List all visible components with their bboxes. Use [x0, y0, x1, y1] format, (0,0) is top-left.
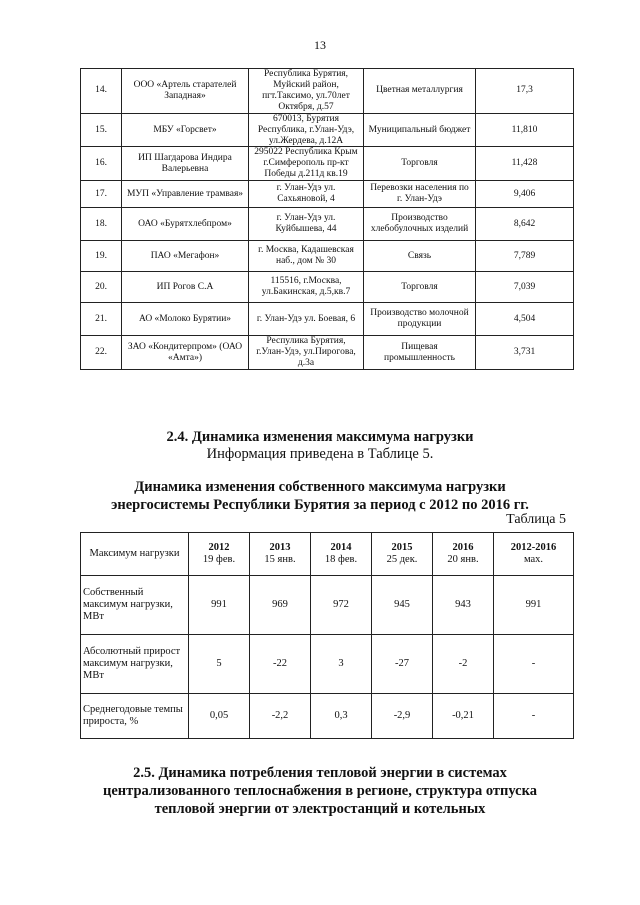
cell-value: 7,789 — [476, 241, 574, 272]
cell-num: 15. — [81, 113, 122, 147]
header-year: 2012 — [208, 541, 230, 553]
table-row — [81, 336, 574, 370]
cell-address: 295022 Республика Крым г.Симферополь пр-кт Победы д.211д кв.19 — [249, 147, 364, 181]
cell-name: ИП Рогов С.А — [122, 272, 249, 303]
table-row — [81, 635, 574, 694]
cell-name: ООО «Артель старателей Западная» — [122, 69, 249, 114]
table-row — [81, 241, 574, 272]
cell-name: АО «Молоко Бурятии» — [122, 303, 249, 336]
cell-sector: Пищевая промышленность — [364, 336, 476, 370]
cell-sector: Торговля — [364, 147, 476, 181]
header-year: 2013 — [269, 541, 291, 553]
cell-value: 17,3 — [476, 69, 574, 114]
section-2-5-line1: 2.5. Динамика потребления тепловой энергии в системах — [133, 765, 507, 781]
cell-name: ЗАО «Кондитерпром» (ОАО «Амта») — [122, 336, 249, 370]
cell-num: 14. — [81, 69, 122, 114]
table5-header-col — [494, 533, 574, 576]
section-2-5-heading — [0, 764, 640, 818]
row-value: - — [494, 694, 574, 739]
cell-name: ИП Шагдарова Индира Валерьевна — [122, 147, 249, 181]
table-row — [81, 113, 574, 147]
table-row — [81, 147, 574, 181]
row-value: -2 — [433, 635, 494, 694]
table-row — [81, 272, 574, 303]
cell-num: 19. — [81, 241, 122, 272]
section-2-4-info: Информация приведена в Таблице 5. — [206, 446, 434, 462]
cell-num: 18. — [81, 208, 122, 241]
row-value: 0,3 — [311, 694, 372, 739]
section-2-5-line3: тепловой энергии от электростанций и котельных — [154, 801, 486, 818]
cell-value: 7,039 — [476, 272, 574, 303]
row-value: 0,05 — [189, 694, 250, 739]
table5-header-label: Максимум нагрузки — [81, 533, 189, 576]
row-value: 945 — [372, 576, 433, 635]
cell-address: 115516, г.Москва, ул.Бакинская, д.5,кв.7 — [249, 272, 364, 303]
row-value: -2,9 — [372, 694, 433, 739]
cell-sector: Перевозки населения по г. Улан-Удэ — [364, 181, 476, 208]
cell-value: 3,731 — [476, 336, 574, 370]
table5-title — [0, 478, 640, 514]
header-date: 19 фев. — [202, 554, 236, 565]
header-year: 2016 — [452, 541, 474, 553]
header-date: 25 дек. — [386, 554, 418, 565]
cell-address: г. Улан-Удэ ул. Сахьяновой, 4 — [249, 181, 364, 208]
cell-num: 22. — [81, 336, 122, 370]
cell-name: МУП «Управление трамвая» — [122, 181, 249, 208]
table5-header-col — [250, 533, 311, 576]
row-value: 5 — [189, 635, 250, 694]
row-value: -2,2 — [250, 694, 311, 739]
cell-value: 11,810 — [476, 113, 574, 147]
cell-value: 11,428 — [476, 147, 574, 181]
enterprises-table — [80, 68, 574, 370]
table-row — [81, 303, 574, 336]
section-2-4-heading: 2.4. Динамика изменения максимума нагрузки — [166, 429, 474, 445]
row-value: 943 — [433, 576, 494, 635]
row-value: 972 — [311, 576, 372, 635]
table5-header-col — [311, 533, 372, 576]
cell-value: 4,504 — [476, 303, 574, 336]
cell-name: ПАО «Мегафон» — [122, 241, 249, 272]
header-year: 2014 — [330, 541, 352, 553]
cell-address: Респулика Бурятия, г.Улан-Удэ, ул.Пирогова, д.3а — [249, 336, 364, 370]
cell-address: г. Улан-Удэ ул. Боевая, 6 — [249, 303, 364, 336]
cell-name: ОАО «Бурятхлебпром» — [122, 208, 249, 241]
header-date: 15 янв. — [264, 554, 296, 565]
table5-title-line1: Динамика изменения собственного максимума нагрузки — [134, 479, 506, 495]
section-2-5-line2: централизованного теплоснабжения в регионе, структура отпуска — [103, 783, 537, 800]
cell-value: 8,642 — [476, 208, 574, 241]
row-value: -27 — [372, 635, 433, 694]
header-date: мах. — [523, 554, 544, 565]
row-label: Среднегодовые темпы прироста, % — [81, 694, 189, 739]
header-year: 2012-2016 — [510, 541, 557, 553]
cell-num: 16. — [81, 147, 122, 181]
cell-address: г. Москва, Кадашевская наб., дом № 30 — [249, 241, 364, 272]
row-value: - — [494, 635, 574, 694]
row-value: -22 — [250, 635, 311, 694]
cell-address: 670013, Бурятия Республика, г.Улан-Удэ, ул.Жердева, д.12А — [249, 113, 364, 147]
header-year: 2015 — [391, 541, 413, 553]
row-value: -0,21 — [433, 694, 494, 739]
row-value: 991 — [189, 576, 250, 635]
cell-value: 9,406 — [476, 181, 574, 208]
table5-caption: Таблица 5 — [506, 512, 566, 527]
cell-sector: Производство молочной продукции — [364, 303, 476, 336]
table-row — [81, 694, 574, 739]
table-row — [81, 208, 574, 241]
cell-num: 21. — [81, 303, 122, 336]
cell-sector: Муниципальный бюджет — [364, 113, 476, 147]
cell-sector: Связь — [364, 241, 476, 272]
cell-sector: Торговля — [364, 272, 476, 303]
table5-header-col — [372, 533, 433, 576]
cell-num: 20. — [81, 272, 122, 303]
header-date: 20 янв. — [447, 554, 479, 565]
load-maximum-table — [80, 532, 574, 739]
row-value: 3 — [311, 635, 372, 694]
table-row — [81, 69, 574, 114]
row-value: 969 — [250, 576, 311, 635]
table-row — [81, 576, 574, 635]
cell-name: МБУ «Горсвет» — [122, 113, 249, 147]
cell-sector: Производство хлебобулочных изделий — [364, 208, 476, 241]
header-date: 18 фев. — [324, 554, 358, 565]
table5-title-line2: энергосистемы Республики Бурятия за период с 2012 по 2016 гг. — [111, 497, 529, 514]
table-row — [81, 181, 574, 208]
table5-header-col — [189, 533, 250, 576]
cell-address: Республика Бурятия, Муйский район, пгт.Таксимо, ул.70лет Октября, д.57 — [249, 69, 364, 114]
table5-header-col — [433, 533, 494, 576]
row-value: 991 — [494, 576, 574, 635]
page-number: 13 — [314, 38, 326, 52]
cell-address: г. Улан-Удэ ул. Куйбышева, 44 — [249, 208, 364, 241]
cell-num: 17. — [81, 181, 122, 208]
row-label: Собственный максимум нагрузки, МВт — [81, 576, 189, 635]
row-label: Абсолютный прирост максимум нагрузки, МВт — [81, 635, 189, 694]
cell-sector: Цветная металлургия — [364, 69, 476, 114]
